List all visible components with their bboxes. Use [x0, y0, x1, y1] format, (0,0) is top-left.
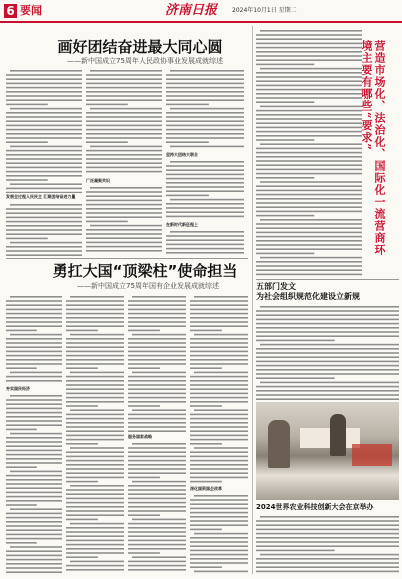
column-divider: [252, 26, 253, 574]
article1-headline: 画好团结奋进最大同心圆: [57, 38, 223, 56]
article1-subhead-1: 发展全过程人民民主 汇聚团结奋进力量: [6, 194, 76, 199]
right-article3-text: [256, 514, 399, 574]
article2-col4b-text: [190, 493, 248, 573]
header-rule: [0, 21, 402, 23]
right-vertical-headline: 营造市场化、法治化、国际化一流营商环境主要有哪些“要求”: [360, 40, 386, 256]
dateline: 2024年10月1日 星期二: [232, 7, 297, 14]
article2-subhead-2: 服务国家战略: [128, 434, 152, 439]
right-headline-3: 2024世界农业科技创新大会在京举办: [256, 503, 374, 511]
article2-subhead-3: 深化国资国企改革: [190, 486, 222, 491]
article2-col1-text: [6, 294, 62, 384]
article1-col2b-text: [86, 185, 162, 255]
section-number: 6: [4, 4, 17, 18]
article1-subheadline: ——新中国成立75周年人民政协事业发展成就综述: [67, 57, 223, 65]
right-headline-line1: 五部门发文: [256, 282, 296, 291]
section-name: 要闻: [20, 4, 42, 17]
right-article-text: [256, 28, 362, 276]
article1-col1-text: [6, 68, 82, 193]
right-headline-line2: 为社会组织规范化建设立新规: [256, 292, 360, 301]
right-divider-1: [256, 279, 399, 280]
masthead: 济南日报: [165, 3, 218, 18]
article2-col3b-text: [128, 441, 186, 573]
article2-headline: 勇扛大国“顶梁柱”使命担当: [52, 262, 238, 280]
photo-person-left: [268, 420, 290, 468]
article1-subhead-2: 广泛凝聚共识: [86, 178, 110, 183]
article1-col2-text: [86, 68, 162, 176]
article2-subheadline: ——新中国成立75周年国有企业发展成就综述: [77, 282, 219, 290]
article1-col3b-text: [166, 159, 244, 219]
photo-red-object: [352, 444, 392, 466]
article2-subhead-1: 夯实国民经济: [6, 386, 30, 391]
article1-subhead-4: 在新时代新征程上: [166, 222, 198, 227]
article1-col1b-text: [6, 202, 82, 256]
article2-col3-text: [128, 294, 186, 432]
article2-col1b-text: [6, 393, 62, 573]
right-article2-text: [256, 304, 399, 400]
article-divider: [6, 258, 248, 259]
article2-col4-text: [190, 294, 248, 484]
article1-subhead-3: 坚持大团结大联合: [166, 152, 198, 157]
article1-col3-text: [166, 68, 244, 150]
article1-col3c-text: [166, 229, 244, 256]
article2-col2-text: [66, 294, 124, 573]
photo-person-right: [330, 414, 346, 456]
